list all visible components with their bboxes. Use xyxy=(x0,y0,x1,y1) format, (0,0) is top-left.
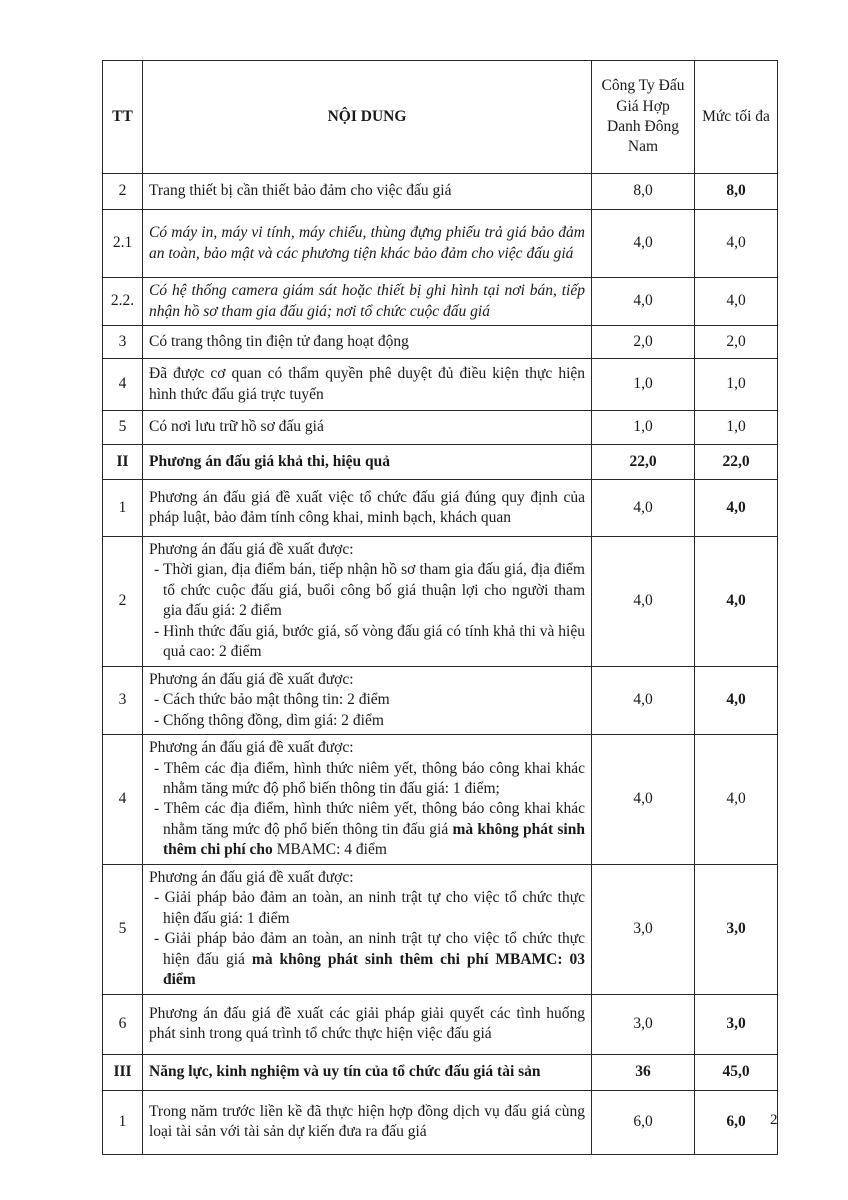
option-emphasis: mà không phát sinh thêm chi phí cho xyxy=(163,820,585,859)
option-item: - Cách thức bảo mật thông tin: 2 điểm xyxy=(149,690,585,710)
option-text: MBAMC: 4 điểm xyxy=(272,841,387,859)
row-tt: 1 xyxy=(103,1090,143,1154)
row-max: 45,0 xyxy=(695,1054,778,1090)
row-max: 1,0 xyxy=(695,411,778,445)
row-score: 4,0 xyxy=(592,480,695,537)
row-content: Đã được cơ quan có thẩm quyền phê duyệt đủ điều kiện thực hiện hình thức đấu giá trực tuyến xyxy=(143,359,592,411)
row-tt: 4 xyxy=(103,359,143,411)
row-content: Năng lực, kinh nghiệm và uy tín của tổ chức đấu giá tài sản xyxy=(143,1054,592,1090)
option-list xyxy=(149,560,585,662)
table-row xyxy=(103,1090,778,1154)
row-score: 4,0 xyxy=(592,210,695,278)
table-header-row xyxy=(103,61,778,174)
row-tt: 1 xyxy=(103,480,143,537)
row-score: 6,0 xyxy=(592,1090,695,1154)
table-row xyxy=(103,864,778,994)
table-row xyxy=(103,537,778,667)
row-content: Phương án đấu giá đề xuất các giải pháp giải quyết các tình huống phát sinh trong quá trình tổ chức thực hiện việc đấu giá xyxy=(143,994,592,1054)
row-tt: 5 xyxy=(103,864,143,994)
row-content: Trang thiết bị cần thiết bảo đảm cho việc đấu giá xyxy=(143,174,592,210)
row-tt: 3 xyxy=(103,666,143,734)
row-intro: Phương án đấu giá đề xuất được: xyxy=(149,739,354,757)
header-max-score: Mức tối đa xyxy=(695,61,778,174)
row-content: Có máy in, máy vi tính, máy chiếu, thùng đựng phiếu trả giá bảo đảm an toàn, bảo mật và các phương tiện khác bảo đảm cho việc đấu giá xyxy=(143,210,592,278)
row-content xyxy=(143,864,592,994)
row-max: 22,0 xyxy=(695,445,778,480)
option-item xyxy=(149,929,585,990)
header-organization: Công Ty Đấu Giá Hợp Danh Đông Nam xyxy=(592,61,695,174)
option-list xyxy=(149,759,585,861)
scoring-table xyxy=(102,60,778,1155)
row-max: 4,0 xyxy=(695,210,778,278)
row-content: Phương án đấu giá khả thi, hiệu quả xyxy=(143,445,592,480)
table-row xyxy=(103,735,778,865)
row-tt: 2 xyxy=(103,537,143,667)
row-score: 3,0 xyxy=(592,994,695,1054)
row-tt: 2 xyxy=(103,174,143,210)
row-tt: 2.1 xyxy=(103,210,143,278)
option-emphasis: mà không phát sinh thêm chi phí MBAMC: 03 điểm xyxy=(163,950,585,989)
row-max: 6,0 xyxy=(695,1090,778,1154)
table-row xyxy=(103,359,778,411)
row-score: 1,0 xyxy=(592,411,695,445)
header-content: NỘI DUNG xyxy=(143,61,592,174)
row-score: 8,0 xyxy=(592,174,695,210)
option-item: - Thời gian, địa điểm bán, tiếp nhận hồ sơ tham gia đấu giá, địa điểm tổ chức cuộc đấu giá, buổi công bố giá thuận lợi cho người tham gia đấu giá: 2 điểm xyxy=(149,560,585,621)
row-content: Trong năm trước liền kề đã thực hiện hợp đồng dịch vụ đấu giá cùng loại tài sản với tài sản dự kiến đưa ra đấu giá xyxy=(143,1090,592,1154)
row-max: 3,0 xyxy=(695,864,778,994)
row-tt: 2.2. xyxy=(103,278,143,326)
option-item: - Hình thức đấu giá, bước giá, số vòng đấu giá có tính khả thi và hiệu quả cao: 2 điểm xyxy=(149,622,585,663)
row-content xyxy=(143,735,592,865)
row-content: Có hệ thống camera giám sát hoặc thiết bị ghi hình tại nơi bán, tiếp nhận hồ sơ tham gia đấu giá; nơi tổ chức cuộc đấu giá xyxy=(143,278,592,326)
table-row xyxy=(103,210,778,278)
row-max: 4,0 xyxy=(695,537,778,667)
table-row xyxy=(103,666,778,734)
option-item: - Chống thông đồng, dìm giá: 2 điểm xyxy=(149,711,585,731)
row-max: 4,0 xyxy=(695,480,778,537)
row-score: 3,0 xyxy=(592,864,695,994)
row-intro: Phương án đấu giá đề xuất được: xyxy=(149,868,354,886)
table-row xyxy=(103,174,778,210)
row-score: 4,0 xyxy=(592,666,695,734)
row-tt: III xyxy=(103,1054,143,1090)
option-text: Giải pháp bảo đảm an toàn, an ninh trật tự cho việc tổ chức thực hiện đấu giá xyxy=(163,930,585,968)
row-max: 4,0 xyxy=(695,666,778,734)
page-number: 2 xyxy=(770,1112,778,1128)
row-content: Có nơi lưu trữ hồ sơ đấu giá xyxy=(143,411,592,445)
row-max: 2,0 xyxy=(695,326,778,359)
table-row xyxy=(103,480,778,537)
table-row xyxy=(103,994,778,1054)
row-intro: Phương án đấu giá đề xuất được: xyxy=(149,541,354,558)
row-score: 2,0 xyxy=(592,326,695,359)
row-max: 3,0 xyxy=(695,994,778,1054)
row-score: 36 xyxy=(592,1054,695,1090)
table-row xyxy=(103,278,778,326)
option-item: - Giải pháp bảo đảm an toàn, an ninh trật tự cho việc tổ chức thực hiện đấu giá: 1 điểm xyxy=(149,888,585,929)
row-intro: Phương án đấu giá đề xuất được: xyxy=(149,670,354,688)
option-list xyxy=(149,690,585,731)
option-item xyxy=(149,799,585,860)
row-tt: II xyxy=(103,445,143,480)
header-tt: TT xyxy=(103,61,143,174)
table-row xyxy=(103,326,778,359)
option-list xyxy=(149,888,585,990)
section-row xyxy=(103,445,778,480)
row-max: 8,0 xyxy=(695,174,778,210)
row-score: 4,0 xyxy=(592,735,695,865)
row-tt: 6 xyxy=(103,994,143,1054)
row-content xyxy=(143,537,592,667)
row-tt: 5 xyxy=(103,411,143,445)
row-tt: 3 xyxy=(103,326,143,359)
row-content xyxy=(143,666,592,734)
section-row xyxy=(103,1054,778,1090)
row-score: 22,0 xyxy=(592,445,695,480)
option-text: Thêm các địa điểm, hình thức niêm yết, thông báo công khai khác nhằm tăng mức độ phổ biến thông tin đấu giá xyxy=(163,800,585,838)
row-content: Phương án đấu giá đề xuất việc tổ chức đấu giá đúng quy định của pháp luật, bảo đảm tính công khai, minh bạch, khách quan xyxy=(143,480,592,537)
table-row xyxy=(103,411,778,445)
row-content: Có trang thông tin điện tử đang hoạt động xyxy=(143,326,592,359)
row-max: 4,0 xyxy=(695,278,778,326)
row-max: 4,0 xyxy=(695,735,778,865)
option-item: - Thêm các địa điểm, hình thức niêm yết, thông báo công khai khác nhằm tăng mức độ phổ biến thông tin đấu giá: 1 điểm; xyxy=(149,759,585,800)
row-tt: 4 xyxy=(103,735,143,865)
row-score: 1,0 xyxy=(592,359,695,411)
row-score: 4,0 xyxy=(592,278,695,326)
row-score: 4,0 xyxy=(592,537,695,667)
row-max: 1,0 xyxy=(695,359,778,411)
